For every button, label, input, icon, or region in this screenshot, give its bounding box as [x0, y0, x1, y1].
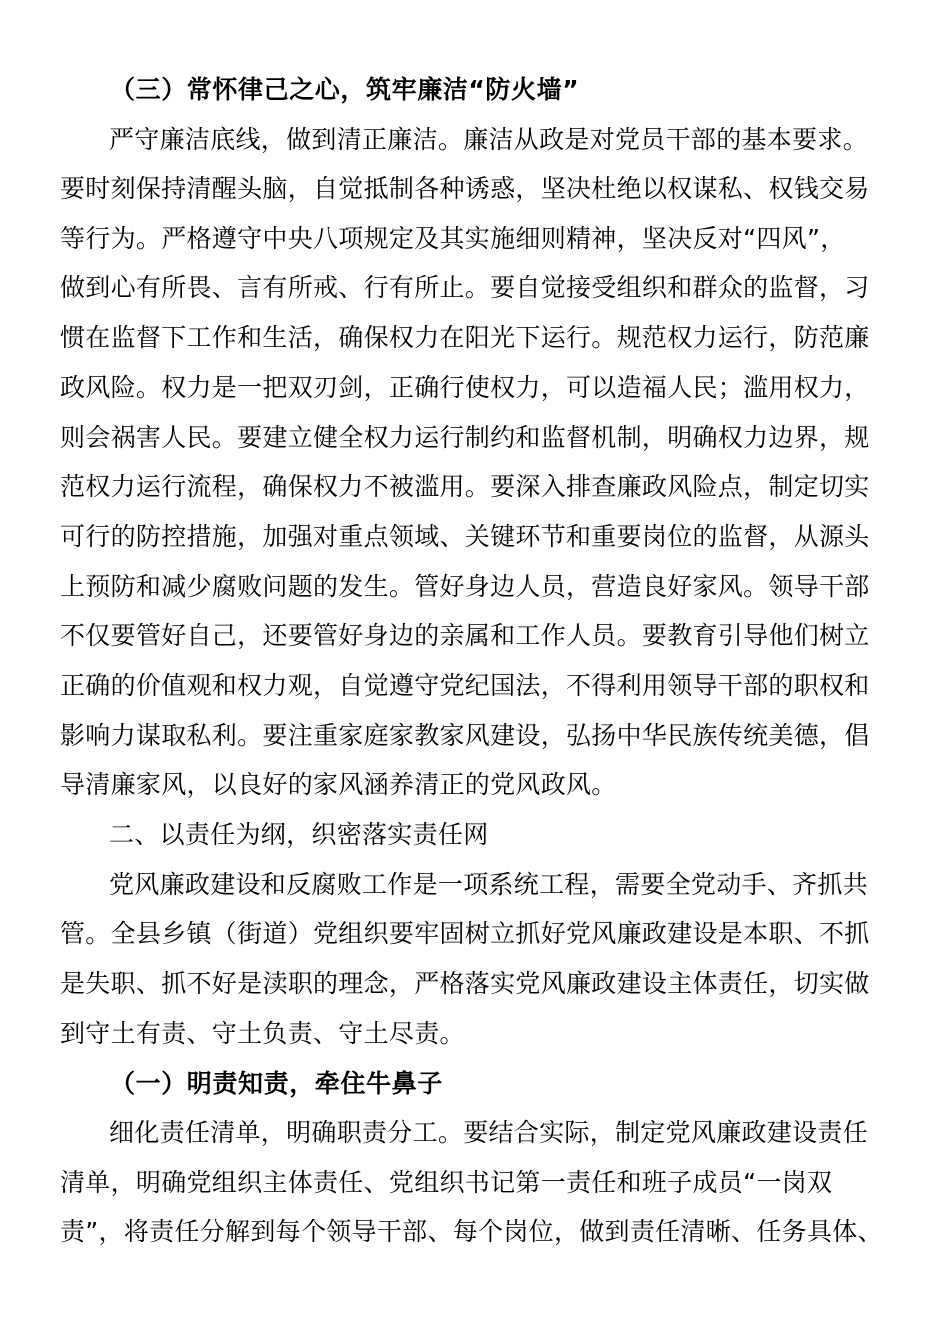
- text-line: 上预防和减少腐败问题的发生。管好身边人员，营造良好家风。领导干部: [60, 572, 870, 601]
- text-line: 政风险。权力是一把双刃剑，正确行使权力，可以造福人民；滥用权力，: [60, 373, 870, 402]
- text-line: 到守土有责、守土负责、守土尽责。: [60, 1019, 465, 1048]
- text-line: 可行的防控措施，加强对重点领域、关键环节和重要岗位的监督，从源头: [60, 522, 870, 551]
- text-line: 导清廉家风，以良好的家风涵养清正的党风政风。: [60, 770, 617, 799]
- text-line: 党风廉政建设和反腐败工作是一项系统工程，需要全党动手、齐抓共: [109, 870, 869, 899]
- text-line: 不仅要管好自己，还要管好身边的亲属和工作人员。要教育引导他们树立: [60, 621, 870, 650]
- text-line: 正确的价值观和权力观，自觉遵守党纪国法，不得利用领导干部的职权和: [60, 671, 870, 700]
- text-line: 是失职、抓不好是渎职的理念，严格落实党风廉政建设主体责任，切实做: [60, 969, 870, 998]
- text-line: 管。全县乡镇（街道）党组织要牢固树立抓好党风廉政建设是本职、不抓: [60, 919, 870, 948]
- text-line: 要时刻保持清醒头脑，自觉抵制各种诱惑，坚决杜绝以权谋私、权钱交易: [60, 174, 870, 203]
- text-line: 严守廉洁底线，做到清正廉洁。廉洁从政是对党员干部的基本要求。: [109, 125, 869, 154]
- text-line: 影响力谋取私利。要注重家庭家教家风建设，弘扬中华民族传统美德，倡: [60, 721, 870, 750]
- text-line: 则会祸害人民。要建立健全权力运行制约和监督机制，明确权力边界，规: [60, 423, 870, 452]
- text-line: 惯在监督下工作和生活，确保权力在阳光下运行。规范权力运行，防范廉: [60, 323, 870, 352]
- section-heading-1: （一）明责知责，牵住牛鼻子: [110, 1069, 443, 1098]
- section-heading-3: （三）常怀律己之心，筑牢廉洁“防火墙”: [110, 75, 580, 104]
- text-line: 等行为。严格遵守中央八项规定及其实施细则精神，坚决反对“四风”，: [60, 224, 846, 253]
- text-line: 责”，将责任分解到每个领导干部、每个岗位，做到责任清晰、任务具体、: [60, 1217, 883, 1246]
- text-line: 细化责任清单，明确职责分工。要结合实际，制定党风廉政建设责任: [109, 1118, 869, 1147]
- text-line: 清单，明确党组织主体责任、党组织书记第一责任和班子成员“一岗双: [60, 1168, 833, 1197]
- text-line: 做到心有所畏、言有所戒、行有所止。要自觉接受组织和群众的监督，习: [60, 273, 870, 302]
- text-line: 范权力运行流程，确保权力不被滥用。要深入排查廉政风险点，制定切实: [60, 472, 870, 501]
- section-heading-2: 二、以责任为纲，织密落实责任网: [109, 820, 489, 849]
